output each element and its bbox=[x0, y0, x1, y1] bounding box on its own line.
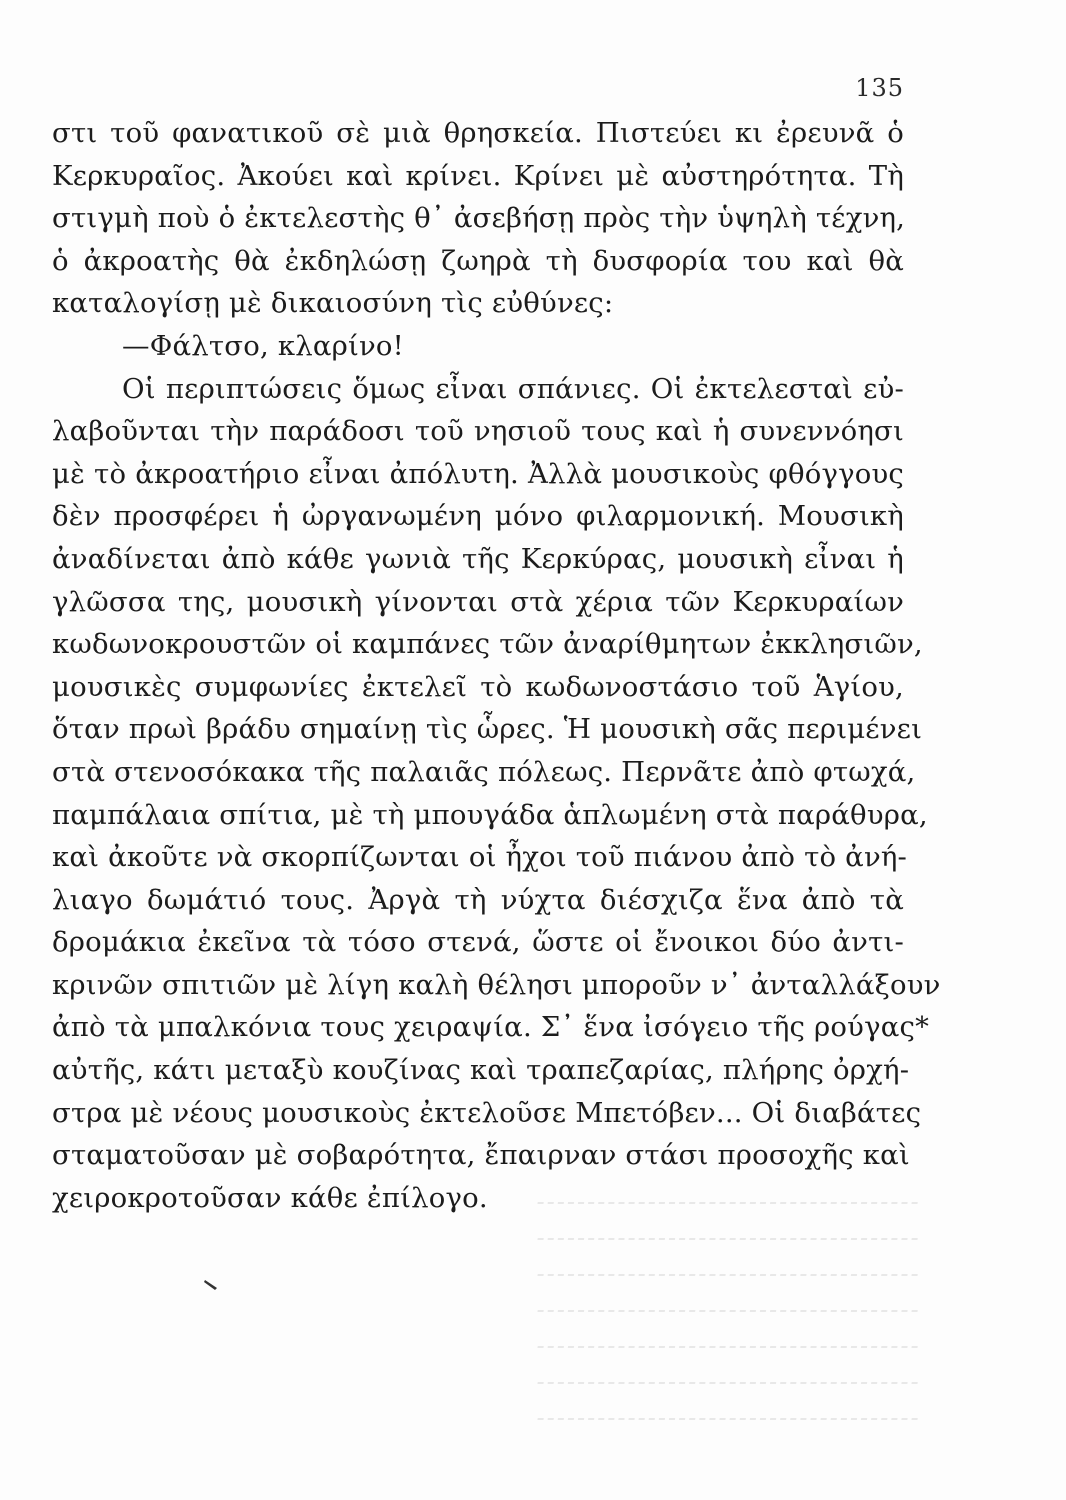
text-line: στι τοῦ φανατικοῦ σὲ μιὰ θρησκεία. Πιστεύει κι ἐρευνᾶ ὁ bbox=[52, 117, 904, 149]
dialogue-line: —Φάλτσο, κλαρίνο! bbox=[122, 329, 404, 362]
text-line: παμπάλαια σπίτια, μὲ τὴ μπουγάδα ἁπλωμένη στὰ παράθυρα, bbox=[52, 798, 928, 831]
ink-speck bbox=[203, 1278, 221, 1292]
text-line: στιγμὴ ποὺ ὁ ἐκτελεστὴς θ᾽ ἀσεβήσῃ πρὸς τὴν ὑψηλὴ τέχνη, bbox=[52, 202, 906, 235]
text-line: λιαγο δωμάτιό τους. Ἀργὰ τὴ νύχτα διέσχιζα ἕνα ἀπὸ τὰ bbox=[52, 883, 904, 916]
text-line: σταματοῦσαν μὲ σοβαρότητα, ἔπαιρναν στάσι προσοχῆς καὶ bbox=[52, 1139, 910, 1172]
text-line: καὶ ἀκοῦτε νὰ σκορπίζωνται οἱ ἦχοι τοῦ πιάνου ἀπὸ τὸ ἀνή- bbox=[52, 841, 908, 874]
text-line: ὅταν πρωὶ βράδυ σημαίνῃ τὶς ὧρες. Ἡ μουσικὴ σᾶς περιμένει bbox=[52, 713, 923, 746]
text-line: καταλογίσῃ μὲ δικαιοσύνη τὶς εὐθύνες: bbox=[52, 287, 614, 320]
text-line: κωδωνοκρουστῶν οἱ καμπάνες τῶν ἀναρίθμητων ἐκκλησιῶν, bbox=[52, 628, 923, 661]
text-line: λαβοῦνται τὴν παράδοσι τοῦ νησιοῦ τους καὶ ἡ συνεννόησι bbox=[52, 415, 904, 448]
text-line: κρινῶν σπιτιῶν μὲ λίγη καλὴ θέλησι μποροῦν ν᾽ ἀνταλλάξουν bbox=[52, 968, 941, 1001]
text-line: δὲν προσφέρει ἡ ὠργανωμένη μόνο φιλαρμονική. Μουσικὴ bbox=[52, 500, 904, 533]
text-line: ὁ ἀκροατὴς θὰ ἐκδηλώσῃ ζωηρὰ τὴ δυσφορία του καὶ θὰ bbox=[52, 244, 904, 277]
text-line: χειροκροτοῦσαν κάθε ἐπίλογο. bbox=[52, 1181, 488, 1214]
text-line: στρα μὲ νέους μουσικοὺς ἐκτελοῦσε Μπετόβεν... Οἱ διαβάτες bbox=[52, 1096, 922, 1129]
text-line: στὰ στενοσόκακα τῆς παλαιᾶς πόλεως. Περνᾶτε ἀπὸ φτωχά, bbox=[52, 755, 916, 788]
text-line: γλῶσσα της, μουσικὴ γίνονται στὰ χέρια τῶν Κερκυραίων bbox=[52, 585, 904, 618]
body-text bbox=[52, 112, 941, 1219]
text-line: αὐτῆς, κάτι μεταξὺ κουζίνας καὶ τραπεζαρίας, πλήρης ὀρχή- bbox=[52, 1054, 910, 1087]
text-line: μὲ τὸ ἀκροατήριο εἶναι ἀπόλυτη. Ἀλλὰ μουσικοὺς φθόγγους bbox=[52, 457, 904, 490]
text-line: μουσικὲς συμφωνίες ἐκτελεῖ τὸ κωδωνοστάσιο τοῦ Ἁγίου, bbox=[52, 670, 904, 703]
text-line: δρομάκια ἐκεῖνα τὰ τόσο στενά, ὥστε οἱ ἔνοικοι δύο ἀντι- bbox=[52, 926, 904, 959]
text-line: ἀναδίνεται ἀπὸ κάθε γωνιὰ τῆς Κερκύρας, μουσικὴ εἶναι ἡ bbox=[52, 542, 904, 575]
text-line: Κερκυραῖος. Ἀκούει καὶ κρίνει. Κρίνει μὲ αὐστηρότητα. Τὴ bbox=[52, 159, 904, 192]
page-number: 135 bbox=[855, 74, 904, 102]
paragraph-start-line: Οἱ περιπτώσεις ὅμως εἶναι σπάνιες. Οἱ ἐκτελεσταὶ εὐ- bbox=[122, 372, 904, 405]
text-line: ἀπὸ τὰ μπαλκόνια τους χειραψία. Σ᾽ ἕνα ἰσόγειο τῆς ρούγας* bbox=[52, 1011, 930, 1044]
